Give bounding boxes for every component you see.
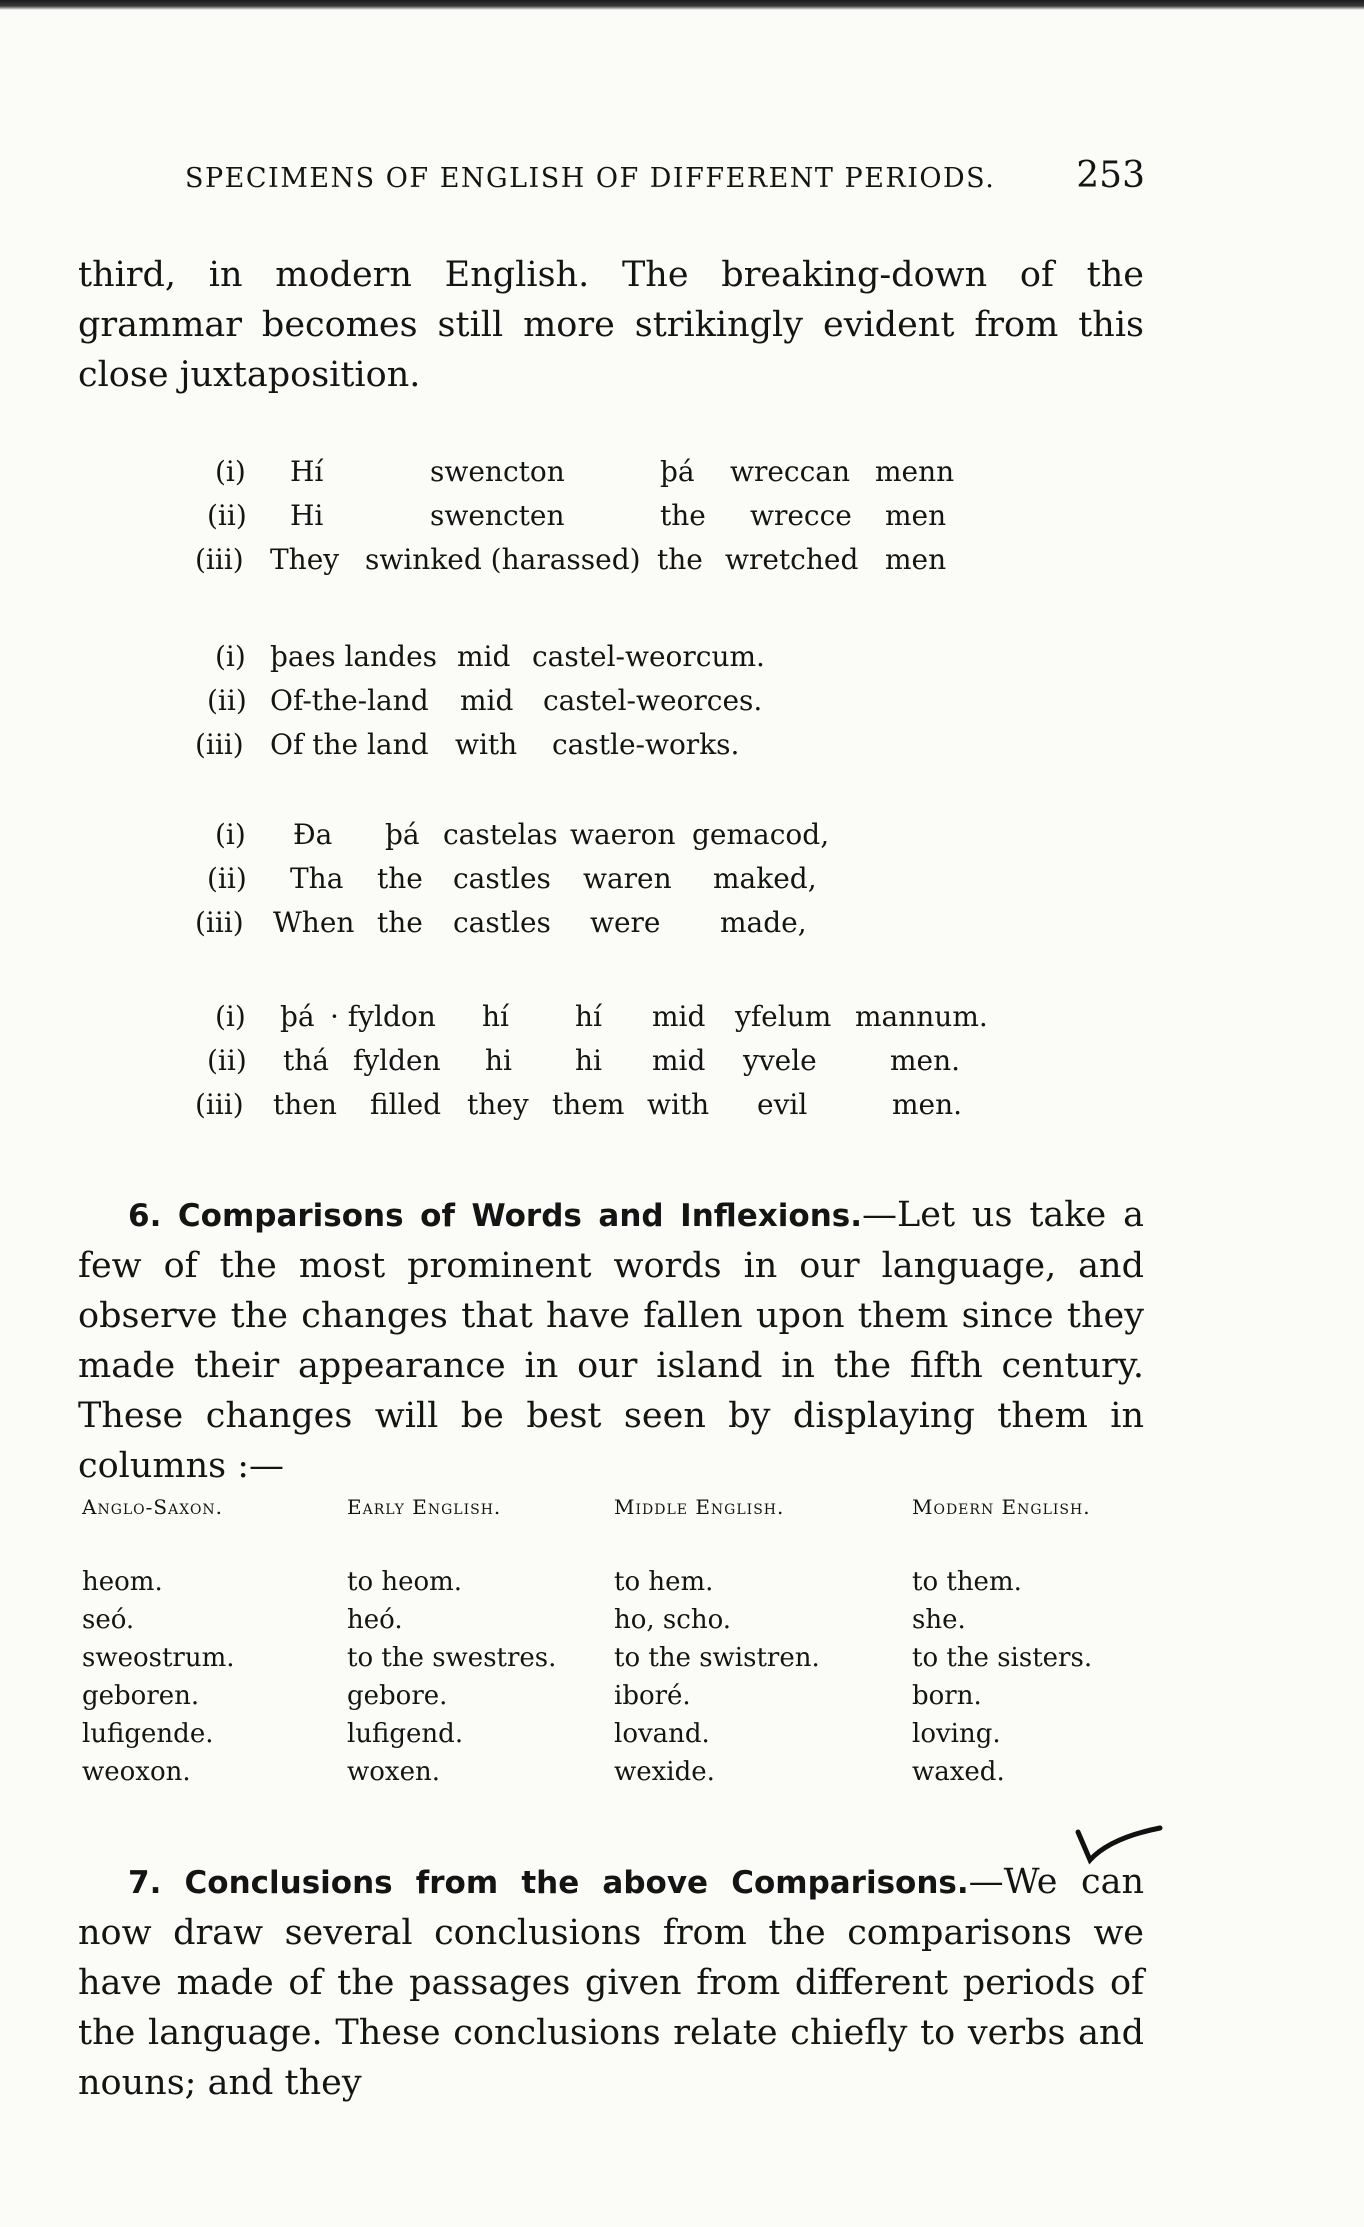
verse-word: hí [575, 1000, 602, 1033]
table-cell: waxed. [912, 1757, 1005, 1787]
running-header [185, 155, 1145, 196]
verse-word: fylden [353, 1044, 441, 1077]
verse-word: the [377, 906, 423, 939]
verse-word: gemacod, [692, 818, 830, 851]
verse-word: men [885, 499, 947, 532]
verse-word: swencton [430, 455, 565, 488]
table-header-row [82, 1495, 1162, 1567]
verse-word: swencten [430, 499, 565, 532]
verse-word: castles [453, 906, 551, 939]
verse-word: men. [890, 1044, 961, 1077]
verse-word: þá [280, 1000, 315, 1033]
verse-word: with [647, 1088, 710, 1121]
verse-number: (iii) [195, 906, 244, 939]
page-number: 253 [1076, 155, 1145, 196]
verse-word: hi [485, 1044, 512, 1077]
verse-word: wrecce [750, 499, 852, 532]
column-header: Modern English. [912, 1495, 1091, 1519]
verse-word: Hi [290, 499, 324, 532]
verse-word: the [377, 862, 423, 895]
verse-word: þá [660, 455, 695, 488]
column-header: Middle English. [614, 1495, 785, 1519]
intro-paragraph: third, in modern English. The breaking-down of the grammar becomes still more strikingly evident from this close juxtaposition. [78, 255, 1144, 395]
table-cell: geboren. [82, 1681, 200, 1711]
running-title: SPECIMENS OF ENGLISH OF DIFFERENT PERIODS. [185, 163, 996, 194]
verse-word: Đa [293, 818, 333, 851]
table-cell: iboré. [614, 1681, 691, 1711]
verse-word: mid [460, 684, 514, 717]
table-row [82, 1719, 1162, 1757]
verse-word: then [273, 1088, 337, 1121]
section-6-paragraph [78, 1190, 1144, 1491]
verse-word: yfelum [735, 1000, 832, 1033]
verse-word: Of-the-land [270, 684, 429, 717]
top-scan-edge [0, 0, 1364, 10]
verse-word: · fyldon [330, 1000, 436, 1033]
table-row [82, 1605, 1162, 1643]
verse-word: evil [757, 1088, 808, 1121]
verse-word: were [590, 906, 661, 939]
table-cell: to heom. [347, 1567, 463, 1597]
table-cell: born. [912, 1681, 982, 1711]
table-cell: weoxon. [82, 1757, 191, 1787]
table-cell: loving. [912, 1719, 1001, 1749]
verse-number: (i) [215, 818, 246, 851]
verse-word: menn [875, 455, 955, 488]
verse-word: made, [720, 906, 807, 939]
verse-word: mid [457, 640, 511, 673]
verse-word: mid [652, 1000, 706, 1033]
table-row [82, 1681, 1162, 1719]
verse-word: hi [575, 1044, 602, 1077]
table-cell: ho, scho. [614, 1605, 732, 1635]
table-cell: she. [912, 1605, 966, 1635]
section-7-text: —We can now draw several conclusions from the comparisons we have made of the passages given from different periods of the language. These conclusions relate chiefly to verbs and nouns; and they [78, 1862, 1144, 2103]
verse-word: waren [583, 862, 672, 895]
verse-word: They [270, 543, 340, 576]
verse-number: (ii) [207, 684, 247, 717]
verse-word: men. [892, 1088, 963, 1121]
verse-word: wreccan [730, 455, 851, 488]
table-cell: woxen. [347, 1757, 440, 1787]
table-row [82, 1567, 1162, 1605]
verse-word: Of the land [270, 728, 429, 761]
verse-number: (ii) [207, 862, 247, 895]
verse-word: the [657, 543, 703, 576]
verse-word: castel-weorcum. [532, 640, 765, 673]
verse-word: men [885, 543, 947, 576]
table-cell: to the sisters. [912, 1643, 1093, 1673]
column-header: Anglo-Saxon. [82, 1495, 224, 1519]
verse-number: (i) [215, 1000, 246, 1033]
verse-number: (iii) [195, 1088, 244, 1121]
verse-word: When [273, 906, 355, 939]
table-cell: lovand. [614, 1719, 710, 1749]
table-cell: to them. [912, 1567, 1022, 1597]
verse-word: thá [283, 1044, 329, 1077]
verse-word: castle-works. [552, 728, 740, 761]
table-cell: to the swistren. [614, 1643, 820, 1673]
verse-word: Hí [290, 455, 324, 488]
verse-word: þaes landes [270, 640, 438, 673]
verse-number: (iii) [195, 543, 244, 576]
verse-number: (iii) [195, 728, 244, 761]
verse-word: mannum. [855, 1000, 988, 1033]
verse-word: hí [482, 1000, 509, 1033]
section-7-paragraph [78, 1857, 1144, 2108]
verse-word: castles [453, 862, 551, 895]
verse-word: they [467, 1088, 529, 1121]
verse-word: wretched [725, 543, 859, 576]
table-cell: to the swestres. [347, 1643, 557, 1673]
table-row [82, 1757, 1162, 1795]
section-6-text: —Let us take a few of the most prominent words in our language, and observe the changes that have fallen upon them since they made their appearance in our island in the fifth century. These changes will be best seen by displaying them in columns :— [78, 1195, 1144, 1486]
table-cell: heó. [347, 1605, 403, 1635]
section-7-heading: 7. Conclusions from the above Comparisons. [128, 1865, 969, 1901]
verse-number: (i) [215, 455, 246, 488]
verse-word: yvele [743, 1044, 817, 1077]
table-cell: sweostrum. [82, 1643, 235, 1673]
section-6-heading: 6. Comparisons of Words and Inflexions. [128, 1198, 862, 1234]
verse-word: with [455, 728, 518, 761]
table-cell: gebore. [347, 1681, 448, 1711]
table-cell: heom. [82, 1567, 163, 1597]
verse-word: castelas [443, 818, 558, 851]
verse-word: waeron [570, 818, 676, 851]
column-header: Early English. [347, 1495, 502, 1519]
verse-word: swinked (harassed) [365, 543, 641, 576]
table-cell: lufigende. [82, 1719, 214, 1749]
verse-word: mid [652, 1044, 706, 1077]
verse-number: (i) [215, 640, 246, 673]
table-cell: to hem. [614, 1567, 714, 1597]
verse-word: them [552, 1088, 625, 1121]
verse-word: þá [385, 818, 420, 851]
verse-word: castel-weorces. [543, 684, 763, 717]
verse-number: (ii) [207, 1044, 247, 1077]
table-cell: seó. [82, 1605, 135, 1635]
word-comparison-table [82, 1495, 1162, 1795]
verse-word: Tha [290, 862, 344, 895]
table-row [82, 1643, 1162, 1681]
verse-number: (ii) [207, 499, 247, 532]
table-cell: lufigend. [347, 1719, 464, 1749]
table-cell: wexide. [614, 1757, 715, 1787]
verse-word: filled [370, 1088, 442, 1121]
verse-word: maked, [713, 862, 817, 895]
verse-word: the [660, 499, 706, 532]
